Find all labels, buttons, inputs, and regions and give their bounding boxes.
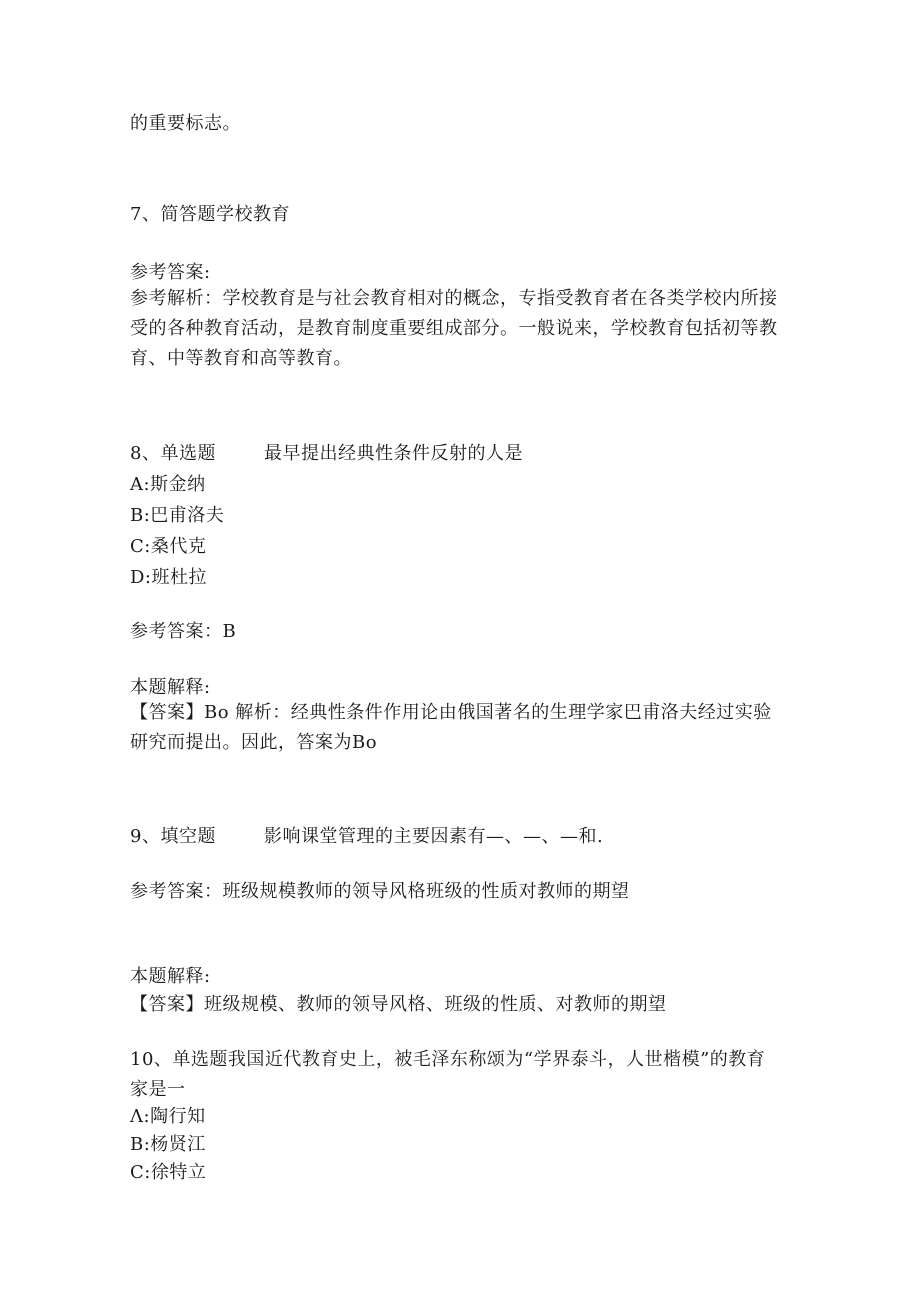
top-fragment-text: 的重要标志。	[130, 113, 241, 134]
q10-option-b: B:杨贤江	[130, 1134, 206, 1155]
q8-option-d: D:班杜拉	[130, 567, 207, 588]
q8-header	[130, 441, 523, 467]
q9-explain: 【答案】班级规模、教师的领导风格、班级的性质、对教师的期望	[130, 994, 667, 1015]
q9-explain-label: 本题解释:	[130, 966, 211, 987]
q7-header: 7、简答题学校教育	[130, 204, 290, 225]
q10-question: 10、单选题我国近代教育史上，被毛泽东称颂为“学界泰斗，人世楷模”的教育家是一	[130, 1049, 766, 1100]
q8-question: 最早提出经典性条件反射的人是	[263, 443, 523, 464]
q8-explain-label: 本题解释:	[130, 677, 211, 698]
q8-number-type: 8、单选题	[130, 443, 216, 464]
q9-header	[130, 824, 603, 850]
q9-number-type: 9、填空题	[130, 826, 216, 847]
q8-option-c: C:桑代克	[130, 536, 207, 557]
q7-answer-label: 参考答案:	[130, 262, 211, 283]
q8-option-b: B:巴甫洛夫	[130, 505, 225, 526]
q8-answer: 参考答案：B	[130, 621, 237, 642]
q9-question: 影响课堂管理的主要因素有—、—、—和.	[263, 826, 604, 847]
q10-option-c: C:徐特立	[130, 1162, 207, 1183]
q8-explain: 【答案】Bo 解析：经典性条件作用论由俄国著名的生理学家巴甫洛夫经过实验研究而提出。因此，答案为Bo	[130, 702, 772, 753]
q9-answer: 参考答案：班级规模教师的领导风格班级的性质对教师的期望	[130, 881, 630, 902]
q7-analysis: 参考解析：学校教育是与社会教育相对的概念，专指受教育者在各类学校内所接受的各种教育活动，是教育制度重要组成部分。一般说来，学校教育包括初等教育、中等教育和高等教育。	[130, 288, 778, 369]
q10-option-a: Λ:陶行知	[130, 1106, 206, 1127]
q8-option-a: A:斯金纳	[130, 474, 206, 495]
